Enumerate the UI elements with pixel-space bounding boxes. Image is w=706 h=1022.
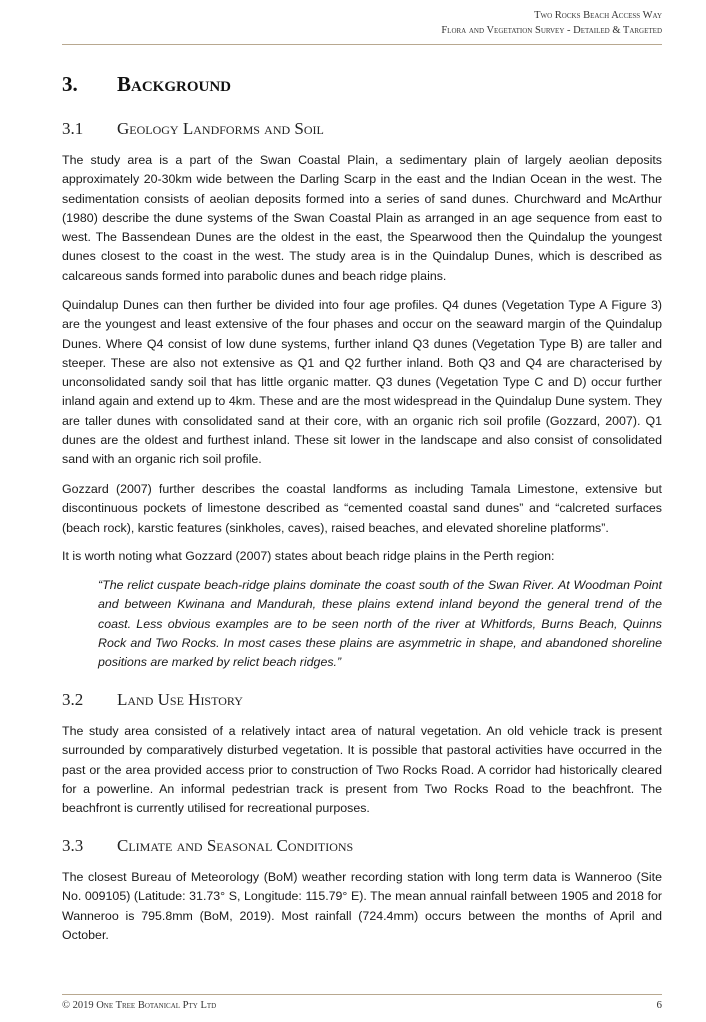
subsection-heading-3-1 [62,119,324,139]
block-quote: “The relict cuspate beach-ridge plains dominate the coast south of the Swan River. At Woodman Point and between Kwinana and Mandurah, these plains extend inland beyond the general trend of the coast. Less obvious examples are to be seen north of the river at Whitfords, Burns Beach, Quinns Rock and Two Rocks. In most cases these plains are asymmetric in shape, and abandoned shoreline positions are marked by relict beach ridges.” [98,578,662,670]
page-number: 6 [656,999,662,1011]
paragraph: The closest Bureau of Meteorology (BoM) weather recording station with long term data is Wanneroo (Site No. 009105) (Latitude: 31.73° S, Longitude: 115.79° E). The mean annual rainfall between 1905 and 2018 for Wanneroo is 795.8mm (BoM, 2019). Most rainfall (724.4mm) occurs between the months of April and October. [62,870,662,942]
subsection-heading-3-2 [62,690,243,710]
running-header [441,8,662,38]
paragraph: The study area consisted of a relatively intact area of natural vegetation. An old vehicle track is present surrounded by comparatively disturbed vegetation. It is possible that pastoral activities have occurred in the past or the area provided access prior to construction of Two Rocks Road. A corridor had historically cleared for a powerline. An informal pedestrian track is present from Two Rocks Road to the beachfront. The beachfront is currently utilised for recreational purposes. [62,724,662,816]
subsection-title: Climate and Seasonal Conditions [117,836,354,855]
header-project-title: Two Rocks Beach Access Way [534,10,662,21]
section-title: Background [117,72,232,96]
footer-copyright: © 2019 One Tree Botanical Pty Ltd [62,1000,217,1011]
section-number: 3. [62,72,78,96]
section-heading [62,72,231,97]
subsection-title: Land Use History [117,690,243,709]
paragraph: The study area is a part of the Swan Coastal Plain, a sedimentary plain of largely aeolian deposits approximately 20-30km wide between the Darling Scarp in the east and the Indian Ocean in the west. The sedimentation consists of aeolian deposits formed into a series of sand dunes. Churchward and McArthur (1980) describe the dune systems of the Swan Coastal Plain as arranged in an age sequence from east to west. The Bassendean Dunes are the oldest in the east, the Spearwood then the Quindalup the youngest dunes closest to the coast in the west. The study area is in the Quindalup Dunes, which is described as calcareous sands formed into parabolic dunes and beach ridge plains. [62,153,662,283]
paragraph: It is worth noting what Gozzard (2007) states about beach ridge plains in the Perth region: [62,549,555,563]
header-divider [62,44,662,45]
subsection-title: Geology Landforms and Soil [117,119,324,138]
paragraph: Quindalup Dunes can then further be divided into four age profiles. Q4 dunes (Vegetation Type A Figure 3) are the youngest and least extensive of the four phases and occur on the seaward margin of the Quindalup Dunes. Where Q4 consist of low dune systems, further inland Q3 dunes (Vegetation Type B) are taller and steeper. These are also not extensive as Q1 and Q2 further inland. Both Q3 and Q4 are characterised by unconsolidated sandy soil that has little organic matter. Q3 dunes (Vegetation Type C and D) occur further inland again and extend up to 4km. These and are the most widespread in the Quindalup Dune system. They are taller dunes with consolidated sand at their core, with an organic rich soil profile (Gozzard, 2007). Q1 dunes are the oldest and furthest inland. These sit lower in the landscape and also consist of consolidated sand with an organic rich soil profile. [62,298,662,467]
subsection-number: 3.1 [62,119,84,138]
header-report-title: Flora and Vegetation Survey - Detailed & Targeted [441,25,662,36]
paragraph: Gozzard (2007) further describes the coastal landforms as including Tamala Limestone, extensive but discontinuous pockets of limestone described as “cemented coastal sand dunes” and “calcreted surfaces (beach rock), karstic features (sinkholes, caves), raised beaches, and elevated shoreline platforms”. [62,482,662,535]
subsection-heading-3-3 [62,836,353,856]
subsection-number: 3.3 [62,836,84,855]
footer-divider [62,994,662,995]
subsection-number: 3.2 [62,690,84,709]
